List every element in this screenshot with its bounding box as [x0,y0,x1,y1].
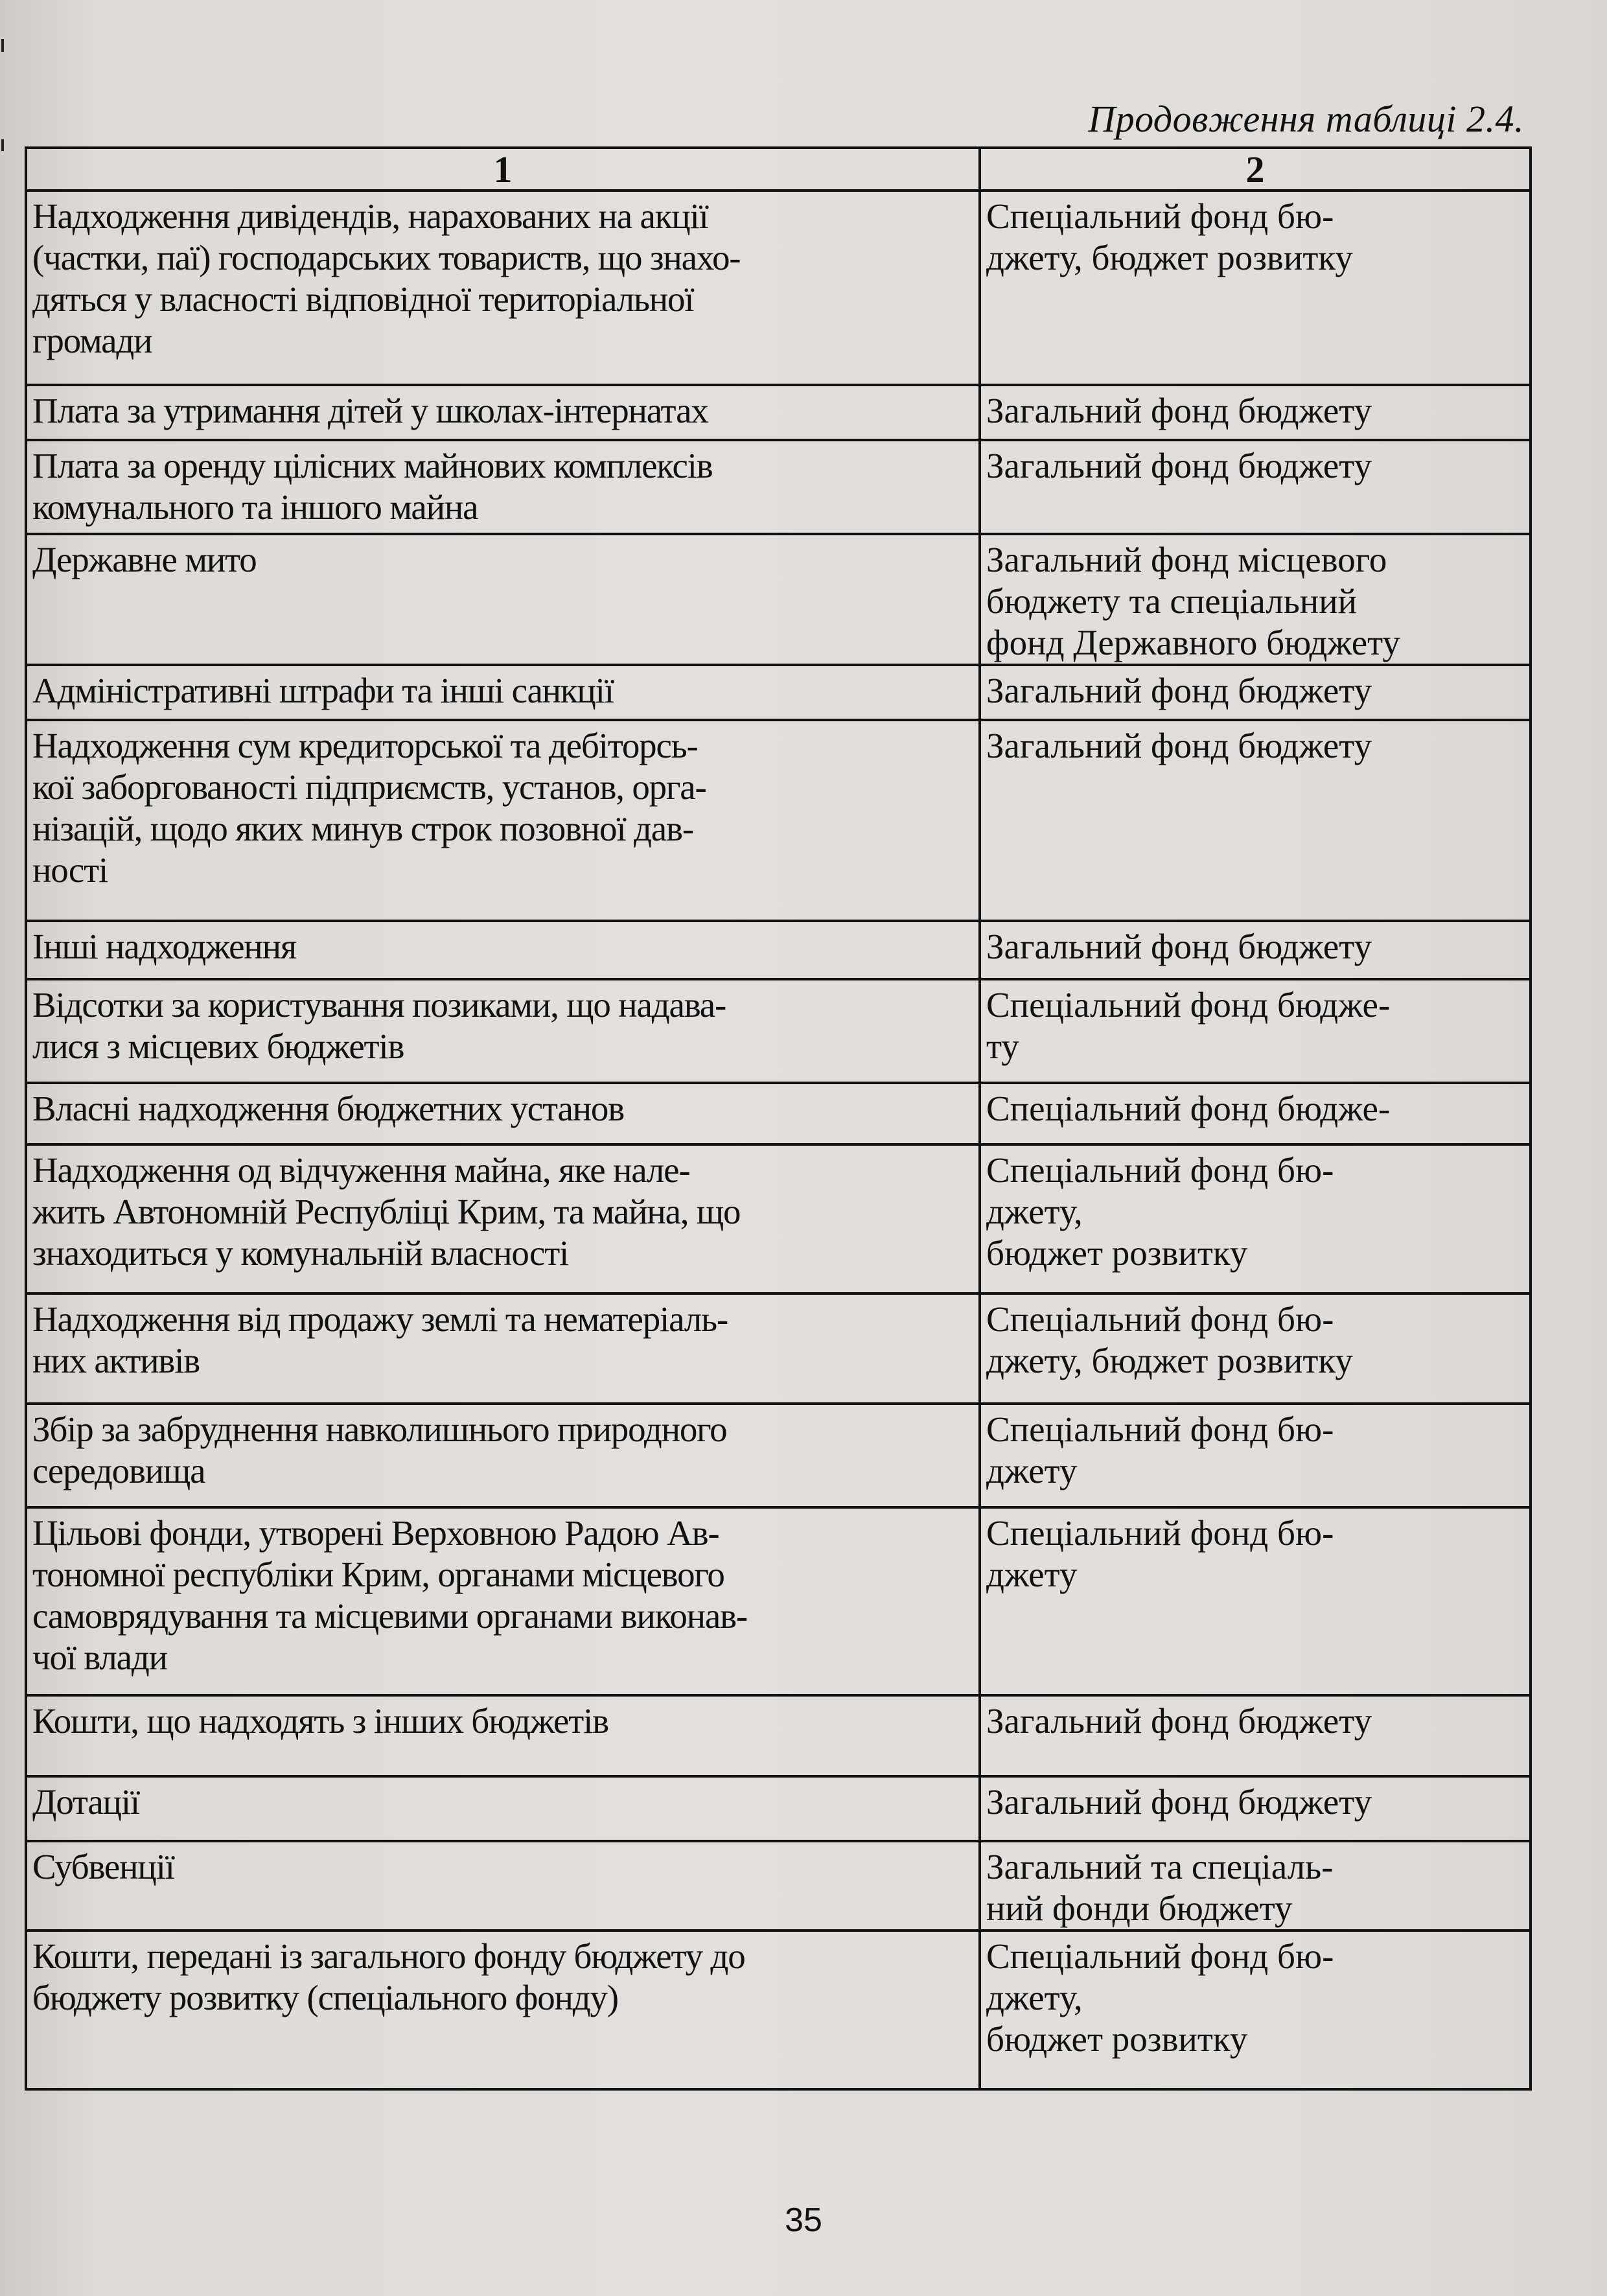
table-row [26,1144,1531,1293]
income-source-text: Збір за забруднення навколишнього природного [32,1409,727,1449]
income-source-text: Адміністративні штрафи та інші санкції [32,671,614,710]
income-source-text: лися з місцевих бюджетів [32,1026,404,1066]
table-row [26,1776,1531,1841]
budget-fund-text: джету, бюджет розвитку [986,1341,1353,1380]
income-source-text: знаходиться у комунальній власності [32,1233,569,1273]
budget-fund-text: ту [986,1026,1019,1066]
budget-fund-cell [980,1695,1531,1776]
income-source-cell [26,1931,980,2089]
budget-fund-cell [980,665,1531,720]
income-source-text: Надходження від продажу землі та нематеріаль- [32,1299,728,1339]
budget-fund-text: джету, [986,1192,1083,1231]
income-source-cell [26,191,980,385]
income-source-text: комунального та іншого майна [32,487,478,527]
budget-fund-cell [980,1931,1531,2089]
budget-fund-cell [980,385,1531,440]
budget-fund-text: бюджет розвитку [986,2019,1248,2059]
income-source-text: Плата за утримання дітей у школах-інтернатах [32,391,708,430]
column-header-2: 2 [980,148,1531,191]
budget-fund-text: бюджету та спеціальний [986,581,1358,621]
income-source-text: Державне мито [32,540,257,579]
income-source-text: (частки, паї) господарських товариств, що знахо- [32,238,741,277]
income-source-cell [26,1083,980,1144]
income-source-cell [26,1695,980,1776]
income-source-text: кої заборгованості підприємств, установ, орга- [32,767,706,807]
income-source-text: Надходження сум кредиторської та дебіторсь- [32,726,698,765]
budget-fund-text: Спеціальний фонд бю- [986,1150,1334,1190]
income-source-text: жить Автономній Республіці Крим, та майна, що [32,1192,741,1231]
income-source-cell [26,1507,980,1695]
table-header-row [26,148,1531,191]
budget-fund-cell [980,440,1531,534]
budget-fund-text: Спеціальний фонд бю- [986,1513,1334,1553]
income-source-text: Кошти, що надходять з інших бюджетів [32,1701,608,1741]
table-row [26,534,1531,665]
budget-fund-text: джету, бюджет розвитку [986,238,1353,277]
table-row [26,665,1531,720]
column-header-1: 1 [26,148,980,191]
income-source-text: ності [32,850,108,890]
table-row [26,1841,1531,1931]
table-row [26,720,1531,921]
income-source-text: самоврядування та місцевими органами виконав- [32,1596,747,1636]
income-source-text: Дотації [32,1782,140,1822]
budget-fund-cell [980,1507,1531,1695]
budget-fund-cell [980,921,1531,979]
table-row [26,1931,1531,2089]
income-source-cell [26,534,980,665]
budget-fund-text: Загальний фонд бюджету [986,927,1372,966]
budget-fund-text: Спеціальний фонд бю- [986,1409,1334,1449]
budget-fund-text: Загальний фонд бюджету [986,446,1372,485]
budget-fund-text: ний фонди бюджету [986,1888,1293,1928]
income-source-text: Інші надходження [32,927,296,966]
table-caption: Продовження таблиці 2.4. [1088,98,1524,140]
budget-fund-cell [980,534,1531,665]
table-row [26,1695,1531,1776]
income-source-cell [26,440,980,534]
income-source-cell [26,1293,980,1404]
budget-fund-text: Загальний фонд бюджету [986,1782,1372,1822]
income-source-text: бюджету розвитку (спеціального фонду) [32,1978,618,2017]
budget-fund-cell [980,1776,1531,1841]
income-source-cell [26,1841,980,1931]
budget-fund-text: Спеціальний фонд бю- [986,1299,1334,1339]
table-row [26,1507,1531,1695]
budget-fund-text: джету [986,1451,1078,1490]
revenue-allocation-table [25,146,1532,2091]
table-row [26,191,1531,385]
budget-fund-text: Загальний фонд бюджету [986,1701,1372,1741]
income-source-cell [26,1144,980,1293]
income-source-cell [26,385,980,440]
income-source-text: них активів [32,1341,200,1380]
table-row [26,921,1531,979]
income-source-text: Відсотки за користування позиками, що надава- [32,985,726,1025]
table-row [26,385,1531,440]
budget-fund-cell [980,1144,1531,1293]
income-source-text: Цільові фонди, утворені Верховною Радою Ав- [32,1513,719,1553]
income-source-text: Плата за оренду цілісних майнових комплексів [32,446,713,485]
budget-fund-text: фонд Державного бюджету [986,623,1400,662]
income-source-text: громади [32,321,152,360]
income-source-cell [26,720,980,921]
budget-fund-text: джету [986,1555,1078,1594]
binding-mark [1,39,4,52]
table-row [26,1404,1531,1507]
budget-fund-text: Загальний фонд бюджету [986,726,1372,765]
budget-fund-text: Загальний фонд бюджету [986,391,1372,430]
table-row [26,1083,1531,1144]
budget-fund-text: Загальний фонд місцевого [986,540,1387,579]
income-source-text: Надходження од відчуження майна, яке нале- [32,1150,690,1190]
budget-fund-text: джету, [986,1978,1083,2017]
income-source-text: Надходження дивідендів, нарахованих на акції [32,196,708,236]
budget-fund-cell [980,1404,1531,1507]
table-row [26,1293,1531,1404]
budget-fund-text: Спеціальний фонд бю- [986,196,1334,236]
budget-fund-text: Загальний фонд бюджету [986,671,1372,710]
budget-fund-cell [980,1083,1531,1144]
budget-fund-cell [980,191,1531,385]
income-source-cell [26,979,980,1083]
budget-fund-cell [980,1293,1531,1404]
income-source-text: середовища [32,1451,205,1490]
income-source-cell [26,665,980,720]
income-source-text: тономної республіки Крим, органами місцевого [32,1555,724,1594]
budget-fund-text: Загальний та спеціаль- [986,1847,1334,1886]
income-source-text: Кошти, передані із загального фонду бюджету до [32,1936,745,1976]
income-source-cell [26,1404,980,1507]
table-row [26,440,1531,534]
budget-fund-text: Спеціальний фонд бюдже- [986,1089,1391,1128]
income-source-text: Субвенції [32,1847,174,1886]
income-source-text: дяться у власності відповідної територіальної [32,279,694,319]
budget-fund-cell [980,1841,1531,1931]
budget-fund-text: Спеціальний фонд бюдже- [986,985,1391,1025]
income-source-cell [26,1776,980,1841]
budget-fund-text: Спеціальний фонд бю- [986,1936,1334,1976]
table-body [26,191,1531,2089]
binding-mark [1,139,4,151]
income-source-text: Власні надходження бюджетних установ [32,1089,624,1128]
income-source-text: нізацій, щодо яких минув строк позовної дав- [32,809,693,848]
table-row [26,979,1531,1083]
page-number: 35 [785,2201,822,2239]
budget-fund-text: бюджет розвитку [986,1233,1248,1273]
income-source-cell [26,921,980,979]
budget-fund-cell [980,720,1531,921]
budget-fund-cell [980,979,1531,1083]
income-source-text: чої влади [32,1638,167,1677]
